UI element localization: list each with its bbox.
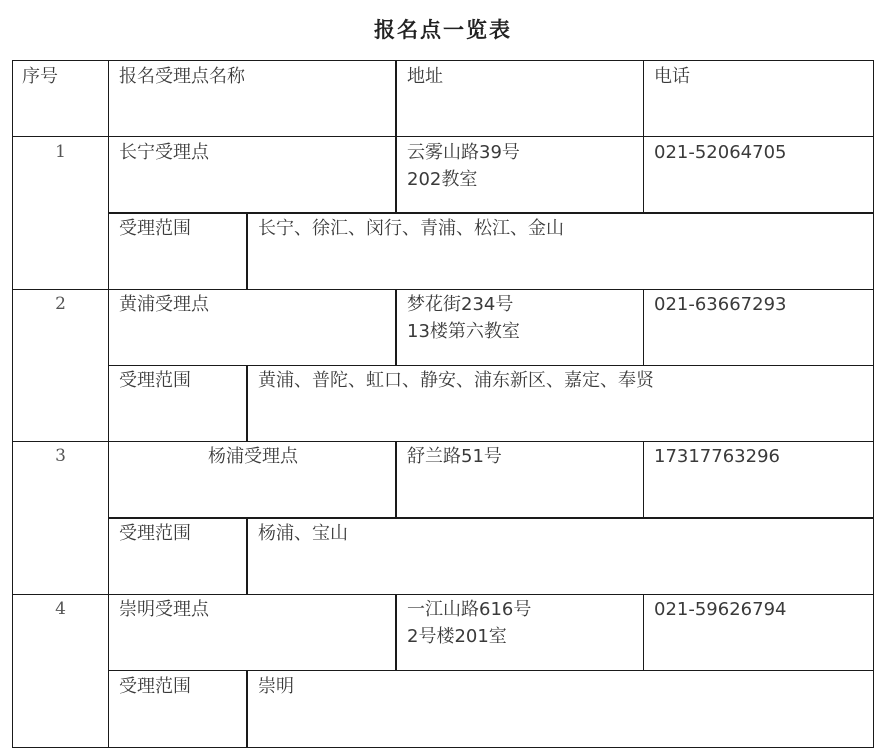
row-1-address-line2: 202教室 bbox=[407, 169, 478, 190]
row-2-scope: 黄浦、普陀、虹口、静安、浦东新区、嘉定、奉贤 bbox=[258, 370, 654, 391]
row-3-name: 杨浦受理点 bbox=[208, 446, 298, 467]
row-4-scope-label: 受理范围 bbox=[119, 676, 191, 697]
row-1-index: 1 bbox=[55, 142, 66, 162]
header-divider bbox=[12, 136, 874, 137]
row-1-divider bbox=[12, 289, 874, 290]
name-column-divider-header bbox=[395, 60, 397, 137]
row-3-scope: 杨浦、宝山 bbox=[258, 523, 348, 544]
row-4-scope: 崇明 bbox=[258, 676, 294, 697]
table-bottom-border bbox=[12, 747, 874, 748]
header-address: 地址 bbox=[407, 66, 443, 87]
table-right-border bbox=[873, 60, 874, 748]
name-column-divider-row-4 bbox=[395, 594, 397, 671]
row-2-inner-divider bbox=[109, 365, 874, 366]
row-1-scope: 长宁、徐汇、闵行、青浦、松江、金山 bbox=[258, 218, 564, 239]
address-column-divider-header bbox=[643, 60, 644, 137]
scope-divider-row-1 bbox=[246, 212, 248, 290]
row-3-index: 3 bbox=[55, 446, 66, 466]
row-1-name: 长宁受理点 bbox=[119, 142, 209, 163]
table-top-border bbox=[12, 60, 874, 61]
row-3-address-line1: 舒兰路51号 bbox=[407, 446, 502, 467]
row-3-phone: 17317763296 bbox=[654, 446, 780, 467]
row-3-address bbox=[397, 441, 644, 518]
scope-divider-row-3 bbox=[246, 517, 248, 595]
row-2-address-line2: 13楼第六教室 bbox=[407, 321, 520, 342]
row-4-address-line1: 一江山路616号 bbox=[407, 599, 532, 620]
row-2-address bbox=[397, 289, 644, 365]
address-column-divider-row-3 bbox=[643, 441, 644, 518]
address-column-divider-row-1 bbox=[643, 136, 644, 213]
row-1-address-line1: 云雾山路39号 bbox=[407, 142, 520, 163]
name-column-divider-row-2 bbox=[395, 289, 397, 366]
row-1-inner-divider bbox=[109, 212, 874, 214]
row-4-name: 崇明受理点 bbox=[119, 599, 209, 620]
row-4-inner-divider bbox=[109, 670, 874, 671]
row-1-phone: 021-52064705 bbox=[654, 142, 787, 163]
header-index: 序号 bbox=[22, 66, 58, 87]
row-3-scope-label: 受理范围 bbox=[119, 523, 191, 544]
header-name: 报名受理点名称 bbox=[119, 66, 245, 87]
row-2-phone: 021-63667293 bbox=[654, 294, 787, 315]
row-3-divider bbox=[12, 594, 874, 595]
page-title: 报名点一览表 bbox=[374, 17, 512, 42]
header-phone: 电话 bbox=[654, 66, 690, 87]
address-column-divider-row-2 bbox=[643, 289, 644, 366]
address-column-divider-row-4 bbox=[643, 594, 644, 671]
row-4-phone: 021-59626794 bbox=[654, 599, 787, 620]
row-3-inner-divider bbox=[109, 517, 874, 519]
scope-divider-row-4 bbox=[246, 670, 248, 748]
row-4-address-line2: 2号楼201室 bbox=[407, 626, 507, 647]
row-1-address bbox=[397, 137, 644, 213]
name-column-divider-row-3 bbox=[395, 441, 397, 518]
row-4-address bbox=[397, 594, 644, 671]
row-4-index: 4 bbox=[55, 599, 66, 619]
row-2-name: 黄浦受理点 bbox=[119, 294, 209, 315]
name-column-divider-row-1 bbox=[395, 136, 397, 213]
row-2-divider bbox=[12, 441, 874, 442]
scope-divider-row-2 bbox=[246, 365, 248, 442]
row-2-index: 2 bbox=[55, 294, 66, 314]
row-1-scope-label: 受理范围 bbox=[119, 218, 191, 239]
index-column-divider bbox=[108, 60, 109, 748]
row-2-scope-label: 受理范围 bbox=[119, 370, 191, 391]
table-left-border bbox=[12, 60, 13, 748]
row-2-address-line1: 梦花街234号 bbox=[407, 294, 514, 315]
